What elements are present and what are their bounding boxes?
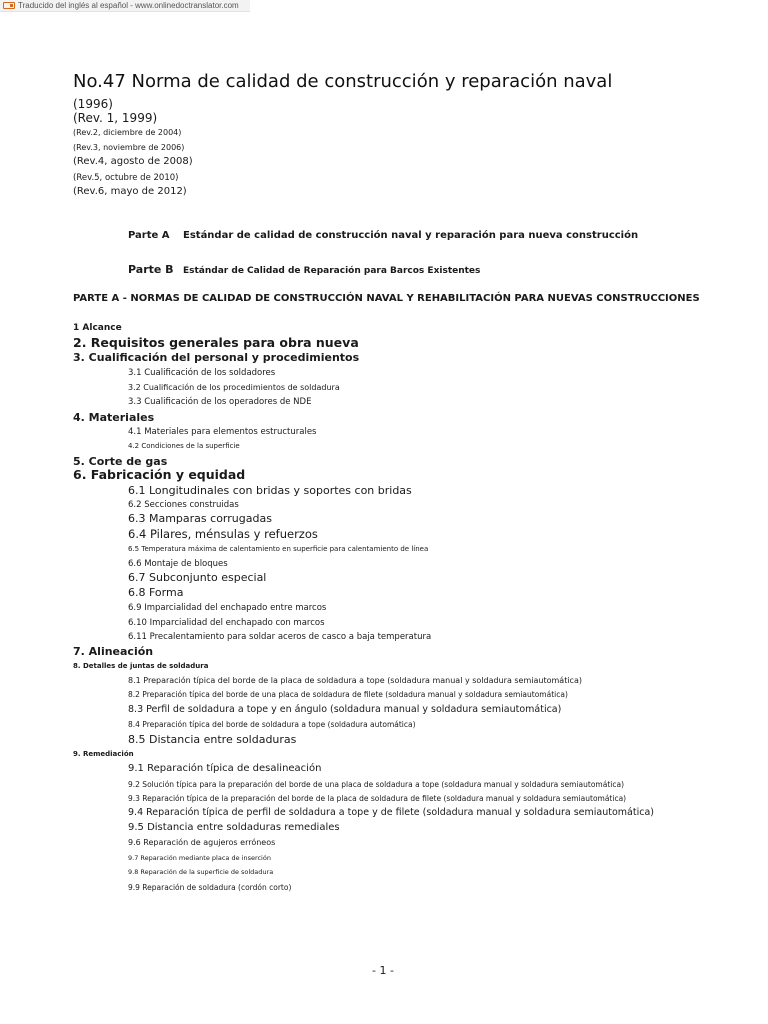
toc-item: 6.2 Secciones construidas <box>128 500 239 510</box>
translator-banner[interactable] <box>0 0 250 12</box>
toc-item: 1 Alcance <box>73 323 122 333</box>
toc-item: 8.4 Preparación típica del borde de soldadura a tope (soldadura automática) <box>128 720 416 729</box>
toc-item: 7. Alineación <box>73 645 154 658</box>
toc-item: 8.5 Distancia entre soldaduras <box>128 733 297 746</box>
document-title: No.47 Norma de calidad de construcción y reparación naval <box>73 71 613 92</box>
toc-item: 6.9 Imparcialidad del enchapado entre marcos <box>128 603 327 613</box>
translator-logo-icon <box>3 2 15 9</box>
toc-item: 6.5 Temperatura máxima de calentamiento en superficie para calentamiento de línea <box>128 545 429 553</box>
toc-item: 6.8 Forma <box>128 586 184 599</box>
toc-item: 9.5 Distancia entre soldaduras remediales <box>128 822 340 833</box>
part-a <box>128 230 638 241</box>
part-b <box>128 263 480 276</box>
toc-item: 6.7 Subconjunto especial <box>128 571 267 584</box>
toc-item: 2. Requisitos generales para obra nueva <box>73 335 359 350</box>
part-b-text: Estándar de Calidad de Reparación para Barcos Existentes <box>183 266 481 276</box>
toc-item: 3.3 Cualificación de los operadores de NDE <box>128 397 312 407</box>
part-a-text: Estándar de calidad de construcción naval y reparación para nueva construcción <box>183 230 639 241</box>
toc-item: 6. Fabricación y equidad <box>73 467 246 482</box>
toc-item: 8.2 Preparación típica del borde de una placa de soldadura de filete (soldadura manual y soldadura semiautomática) <box>128 690 568 699</box>
revision-1996: (1996) <box>73 97 113 111</box>
toc-item: 4.2 Condiciones de la superficie <box>128 442 240 450</box>
toc-item: 6.10 Imparcialidad del enchapado con marcos <box>128 618 325 628</box>
revision-rev5: (Rev.5, octubre de 2010) <box>73 173 179 183</box>
translator-banner-text[interactable]: Traducido del inglés al español - www.onlinedoctranslator.com <box>18 1 239 10</box>
revision-rev3: (Rev.3, noviembre de 2006) <box>73 143 185 152</box>
toc-item: 6.3 Mamparas corrugadas <box>128 512 272 525</box>
revision-rev4: (Rev.4, agosto de 2008) <box>73 156 193 167</box>
toc-item: 3.1 Cualificación de los soldadores <box>128 368 276 378</box>
part-b-label: Parte B <box>128 263 174 276</box>
toc-item: 6.4 Pilares, ménsulas y refuerzos <box>128 527 318 541</box>
toc-item: 6.1 Longitudinales con bridas y soportes con bridas <box>128 484 412 497</box>
revision-rev2: (Rev.2, diciembre de 2004) <box>73 128 182 137</box>
toc-item: 9.2 Solución típica para la preparación del borde de una placa de soldadura a tope (soldadura manual y soldadura semiautomática) <box>128 780 624 789</box>
toc-item: 9.3 Reparación típica de la preparación del borde de la placa de soldadura de filete (soldadura manual y soldadura semiautomática) <box>128 794 627 803</box>
toc-item: 9.1 Reparación típica de desalineación <box>128 763 322 774</box>
toc-item: 9. Remediación <box>73 750 134 758</box>
toc-item: 3. Cualificación del personal y procedimientos <box>73 351 360 364</box>
toc-item: 8.1 Preparación típica del borde de la placa de soldadura a tope (soldadura manual y soldadura semiautomática) <box>128 676 582 685</box>
toc-item: 9.9 Reparación de soldadura (cordón corto) <box>128 883 292 892</box>
toc-item: 9.4 Reparación típica de perfil de soldadura a tope y de filete (soldadura manual y soldadura semiautomática) <box>128 807 654 818</box>
toc-item: 8.3 Perfil de soldadura a tope y en ángulo (soldadura manual y soldadura semiautomática) <box>128 704 562 715</box>
revision-rev1: (Rev. 1, 1999) <box>73 111 158 125</box>
part-a-label: Parte A <box>128 230 170 241</box>
toc-item: 4.1 Materiales para elementos estructurales <box>128 427 317 437</box>
toc-item: 3.2 Cualificación de los procedimientos de soldadura <box>128 383 340 392</box>
toc-item: 5. Corte de gas <box>73 455 168 468</box>
toc-item: 4. Materiales <box>73 411 155 424</box>
toc-item: 9.6 Reparación de agujeros erróneos <box>128 838 276 847</box>
toc-item: 6.11 Precalentamiento para soldar aceros de casco a baja temperatura <box>128 632 432 642</box>
toc-item: 9.7 Reparación mediante placa de inserción <box>128 854 271 862</box>
toc-item: 8. Detalles de juntas de soldadura <box>73 662 209 670</box>
toc-item: 6.6 Montaje de bloques <box>128 559 228 569</box>
page-number: - 1 - <box>372 964 394 977</box>
toc-item: 9.8 Reparación de la superficie de soldadura <box>128 868 274 876</box>
section-heading: PARTE A - NORMAS DE CALIDAD DE CONSTRUCCIÓN NAVAL Y REHABILITACIÓN PARA NUEVAS CONSTRUCCIONES <box>73 293 700 304</box>
revision-rev6: (Rev.6, mayo de 2012) <box>73 186 187 197</box>
